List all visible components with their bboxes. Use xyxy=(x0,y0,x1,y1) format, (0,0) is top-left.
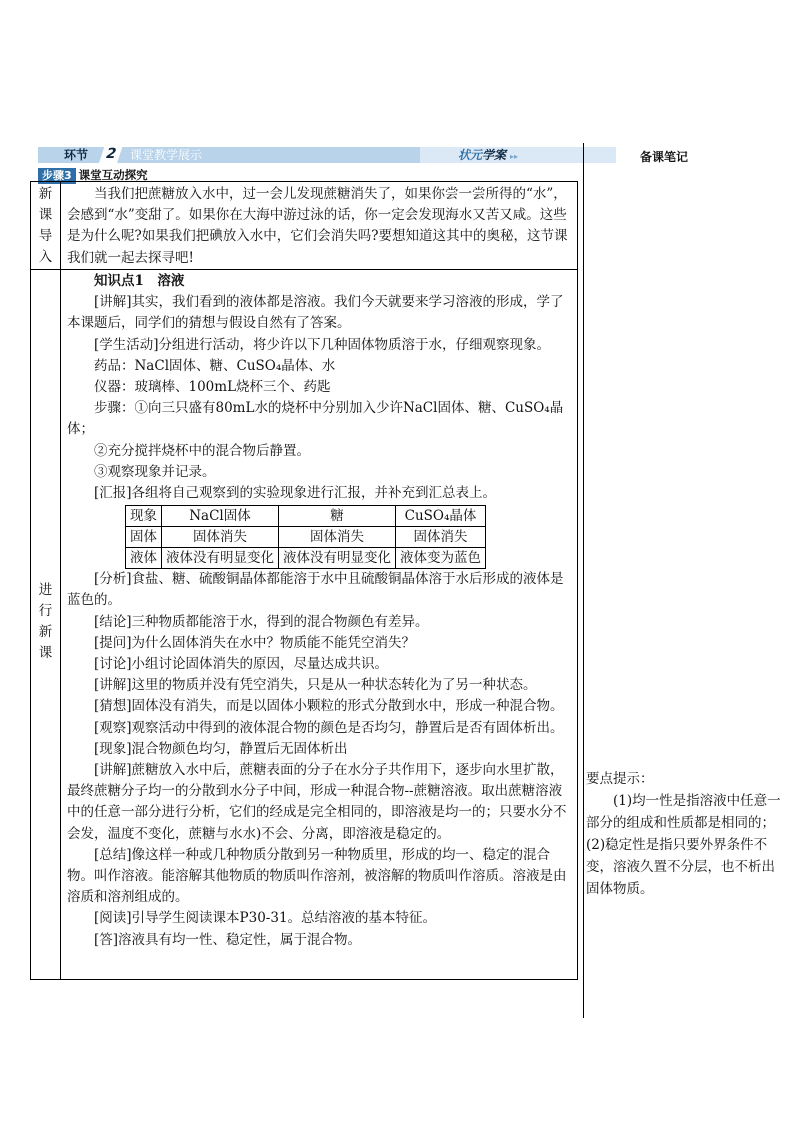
paragraph: [学生活动]分组进行活动，将少许以下几种固体物质溶于水，仔细观察现象。 xyxy=(94,336,551,353)
paragraph: [讲解]其实，我们看到的液体都是溶液。我们今天就要来学习溶液的形成，学了本课题后，同学们的猜想与假设自然有了答案。 xyxy=(67,294,564,332)
intro-label-char: 课 xyxy=(38,207,53,223)
table-header-cell: CuSO₄晶体 xyxy=(396,506,486,527)
lesson-label xyxy=(31,580,60,664)
paragraph: [讨论]小组讨论固体消失的原因，尽量达成共识。 xyxy=(94,656,389,673)
paragraph: [现象]混合物颜色均匀，静置后无固体析出 xyxy=(94,740,348,757)
paragraph: 仪器：玻璃棒、100mL烧杯三个、药匙 xyxy=(94,379,331,396)
step-heading xyxy=(38,164,148,180)
intro-label-char: 入 xyxy=(38,249,53,265)
lesson-label-char: 新 xyxy=(38,624,53,640)
table-header-cell: NaCl固体 xyxy=(162,506,279,527)
table-cell: 固体消失 xyxy=(279,527,396,548)
table-cell: 固体消失 xyxy=(162,527,279,548)
lesson-table xyxy=(30,181,578,980)
key-point-note xyxy=(586,768,786,900)
table-cell: 固体消失 xyxy=(396,527,486,548)
section-label: 环节 xyxy=(64,148,89,162)
paragraph: [汇报]各组将自己观察到的实验现象进行汇报，并补充到汇总表上。 xyxy=(94,485,497,502)
notes-column-title: 备课笔记 xyxy=(640,150,689,164)
table-cell: 液体 xyxy=(126,548,162,569)
lesson-label-char: 行 xyxy=(38,603,53,619)
intro-cell xyxy=(67,184,573,269)
double-arrow-icon: ▸▸ xyxy=(510,152,519,161)
table-header-cell: 现象 xyxy=(126,506,162,527)
paragraph: [结论]三种物质都能溶于水，得到的混合物颜色有差异。 xyxy=(94,613,429,630)
table-row xyxy=(126,527,486,548)
paragraph: ②充分搅拌烧杯中的混合物后静置。 xyxy=(94,442,310,459)
lesson-cell xyxy=(67,271,573,951)
paragraph: [总结]像这样一种或几种物质分散到另一种物质里，形成的均一、稳定的混合物。叫作溶液。能溶解其他物质的物质叫作溶剂，被溶解的物质叫作溶质。溶液是由溶质和溶剂组成的。 xyxy=(67,846,567,906)
paragraph: [讲解]蔗糖放入水中后，蔗糖表面的分子在水分子共作用下，逐步向水里扩散，最终蔗糖分子均一的分散到水分子中间，形成一种混合物--蔗糖溶液。取出蔗糖溶液中的任意一部分进行分析，它们的经成是完全相同的，即溶液是均一的；只要水分不会发，温度不变化，蔗糖与水水)不会、分离，即溶液是稳定的。 xyxy=(67,762,567,842)
brand-logo xyxy=(420,147,616,163)
knowledge-heading: 知识点1 溶液 xyxy=(94,273,185,289)
results-table xyxy=(125,505,486,569)
paragraph: [观察]观察活动中得到的液体混合物的颜色是否均匀，静置后是否有固体析出。 xyxy=(94,719,564,736)
paragraph: 步骤：①向三只盛有80mL水的烧杯中分别加入少许NaCl固体、糖、CuSO₄晶体； xyxy=(67,400,564,438)
table-cell: 液体没有明显变化 xyxy=(162,548,279,569)
paragraph: [提问]为什么固体消失在水中？物质能不能凭空消失？ xyxy=(94,634,416,651)
table-cell: 固体 xyxy=(126,527,162,548)
table-cell: 液体没有明显变化 xyxy=(279,548,396,569)
brand-text-a: 状元 xyxy=(458,148,483,162)
paragraph: ③观察现象并记录。 xyxy=(94,463,216,480)
note-title: 要点提示： xyxy=(586,771,654,787)
intro-label-char: 新 xyxy=(38,186,53,202)
note-text: (1)均一性是指溶液中任意一部分的组成和性质都是相同的；(2)稳定性是指只要外界条件不变，溶液久置不分层，也不析出固体物质。 xyxy=(586,793,781,897)
paragraph: [阅读]引导学生阅读课本P30-31。总结溶液的基本特征。 xyxy=(94,910,437,927)
lesson-label-char: 进 xyxy=(38,582,53,598)
paragraph: [猜想]固体没有消失，而是以固体小颗粒的形式分散到水中，形成一种混合物。 xyxy=(94,698,564,715)
notes-divider xyxy=(583,143,584,1018)
paragraph: [答]溶液具有均一性、稳定性，属于混合物。 xyxy=(94,931,362,948)
table-cell: 液体变为蓝色 xyxy=(396,548,486,569)
brand-text-b: 学案 xyxy=(482,148,507,162)
intro-label xyxy=(31,184,60,268)
section-number: 2 xyxy=(99,144,123,164)
section-header-bar xyxy=(38,147,578,163)
table-row xyxy=(126,506,486,527)
table-row xyxy=(126,548,486,569)
paragraph: 药品：NaCl固体、糖、CuSO₄晶体、水 xyxy=(94,357,336,374)
paragraph: [讲解]这里的物质并没有凭空消失，只是从一种状态转化为了另一种状态。 xyxy=(94,677,537,694)
paragraph: [分析]食盐、糖、硫酸铜晶体都能溶于水中且硫酸铜晶体溶于水后形成的液体是蓝色的。 xyxy=(67,571,564,609)
column-divider xyxy=(60,182,61,979)
intro-label-char: 导 xyxy=(38,228,53,244)
intro-text: 当我们把蔗糖放入水中，过一会儿发现蔗糖消失了，如果你尝一尝所得的“水”，会感到“水”变甜了。如果你在大海中游过泳的话，你一定会发现海水又苦又咸。这些是为什么呢?如果我们把碘放入水中，它们会消失吗?要想知道这其中的奥秘，这节课我们就一起去探寻吧! xyxy=(67,186,568,266)
step-title: 课堂互动探究 xyxy=(78,168,148,182)
table-header-cell: 糖 xyxy=(279,506,396,527)
row-divider xyxy=(31,269,577,270)
section-title: 课堂教学展示 xyxy=(130,148,203,162)
step-badge: 步骤3 xyxy=(38,168,76,184)
lesson-label-char: 课 xyxy=(38,645,53,661)
